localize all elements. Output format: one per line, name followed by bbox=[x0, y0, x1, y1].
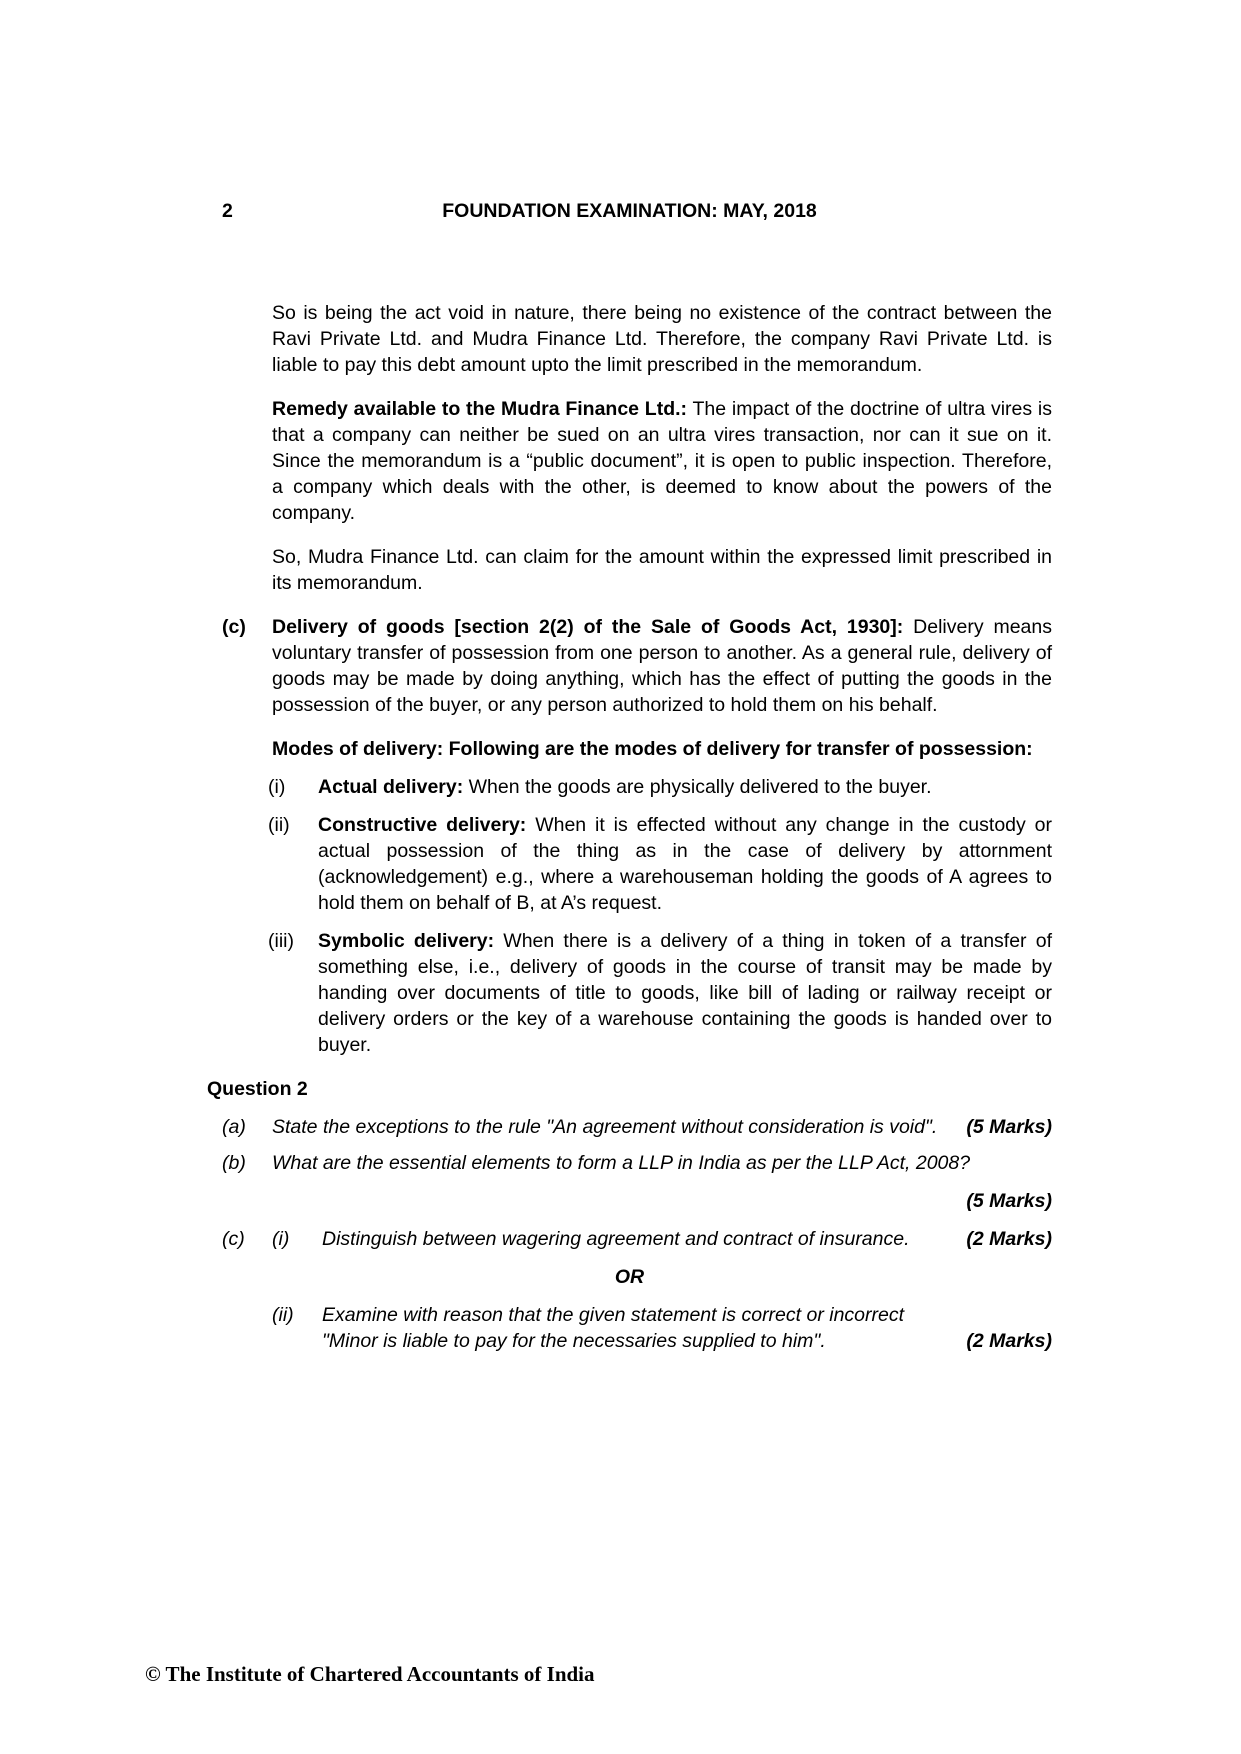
question-b-marks: (5 Marks) bbox=[966, 1190, 1052, 1212]
mode-item-actual bbox=[268, 774, 1052, 800]
page-content bbox=[207, 198, 1052, 1354]
question-row-c-ii bbox=[207, 1302, 1052, 1354]
mode-item-title: Constructive delivery: bbox=[318, 814, 527, 836]
mode-item-body bbox=[318, 928, 1052, 1058]
answer-part-c bbox=[207, 614, 1052, 718]
mode-item-title: Actual delivery: bbox=[318, 776, 464, 798]
question-a-marks: (5 Marks) bbox=[966, 1116, 1052, 1138]
mode-item-text: When it is effected without any change in the custody or actual possession of the thing as in the case of delivery by attornment (acknowledgement) e.g., where a warehouseman holding the goods of A agrees to hold them on behalf of B, at A’s request. bbox=[318, 814, 1052, 914]
question-c-ii-text: Examine with reason that the given statement is correct or incorrect "Minor is liable to pay for the necessaries supplied to him". bbox=[322, 1304, 905, 1352]
question-a-text: State the exceptions to the rule "An agreement without consideration is void". bbox=[272, 1116, 938, 1138]
question-row-b bbox=[207, 1150, 1052, 1176]
paragraph-claim: So, Mudra Finance Ltd. can claim for the amount within the expressed limit prescribed in its memorandum. bbox=[272, 546, 1052, 594]
mode-item-text: When the goods are physically delivered to the buyer. bbox=[468, 776, 932, 798]
question-c-i-label: (i) bbox=[272, 1228, 290, 1250]
question2-heading: Question 2 bbox=[207, 1078, 308, 1100]
question-c-ii-marks: (2 Marks) bbox=[966, 1330, 1052, 1352]
mode-item-symbolic bbox=[268, 928, 1052, 1058]
answer-part-c-heading: Delivery of goods [section 2(2) of the Sale of Goods Act, 1930]: bbox=[272, 616, 904, 638]
paragraph-intro: So is being the act void in nature, there being no existence of the contract between the Ravi Private Ltd. and Mudra Finance Ltd. Therefore, the company Ravi Private Ltd. is liable to pay this debt amount upto the limit prescribed in the memorandum. bbox=[272, 302, 1052, 376]
question-row-a bbox=[207, 1114, 1052, 1140]
paragraph-remedy bbox=[272, 396, 1052, 526]
mode-item-label: (i) bbox=[268, 776, 286, 798]
header-title: FOUNDATION EXAMINATION: MAY, 2018 bbox=[442, 200, 817, 222]
mode-item-label: (ii) bbox=[268, 814, 290, 836]
page-header bbox=[207, 198, 1052, 224]
or-separator: OR bbox=[614, 1266, 645, 1288]
remedy-body: The impact of the doctrine of ultra vires is that a company can neither be sued on an ultra vires transaction, nor can it sue on it. Since the memorandum is a “public document”, it is open to public inspection. Therefore, a company which deals with the other, is deemed to know about the powers of the company. bbox=[272, 398, 1052, 524]
answer-part-c-body bbox=[272, 614, 1052, 718]
answer-part-c-label: (c) bbox=[222, 616, 246, 638]
modes-heading: Modes of delivery: Following are the modes of delivery for transfer of possession: bbox=[272, 738, 1033, 760]
question-b-label: (b) bbox=[222, 1152, 246, 1174]
question-a-label: (a) bbox=[222, 1116, 246, 1138]
footer-copyright: © The Institute of Chartered Accountants of India bbox=[145, 1662, 595, 1686]
page-number: 2 bbox=[222, 200, 233, 222]
mode-item-title: Symbolic delivery: bbox=[318, 930, 495, 952]
question-b-text: What are the essential elements to form a LLP in India as per the LLP Act, 2008? bbox=[272, 1152, 971, 1174]
question-c-i-marks: (2 Marks) bbox=[966, 1228, 1052, 1250]
question-c-ii-label: (ii) bbox=[272, 1304, 294, 1326]
question-c-label: (c) bbox=[222, 1228, 245, 1250]
mode-item-constructive bbox=[268, 812, 1052, 916]
question-row-c-i bbox=[207, 1226, 1052, 1252]
answer-part-c-text: Delivery means voluntary transfer of possession from one person to another. As a general rule, delivery of goods may be made by doing anything, which has the effect of putting the goods in the possession of the buyer, or any person authorized to hold them on his behalf. bbox=[272, 616, 1052, 716]
question-c-i-text: Distinguish between wagering agreement and contract of insurance. bbox=[322, 1228, 910, 1250]
mode-item-text: When there is a delivery of a thing in token of a transfer of something else, i.e., delivery of goods in the course of transit may be made by handing over documents of title to goods, like bill of lading or railway receipt or delivery orders or the key of a warehouse containing the goods is handed over to buyer. bbox=[318, 930, 1053, 1056]
mode-item-body bbox=[318, 812, 1052, 916]
remedy-heading: Remedy available to the Mudra Finance Ltd.: bbox=[272, 398, 688, 420]
mode-item-label: (iii) bbox=[268, 930, 294, 952]
mode-item-body bbox=[318, 774, 1052, 800]
question-c-ii-spacer bbox=[222, 1302, 272, 1354]
